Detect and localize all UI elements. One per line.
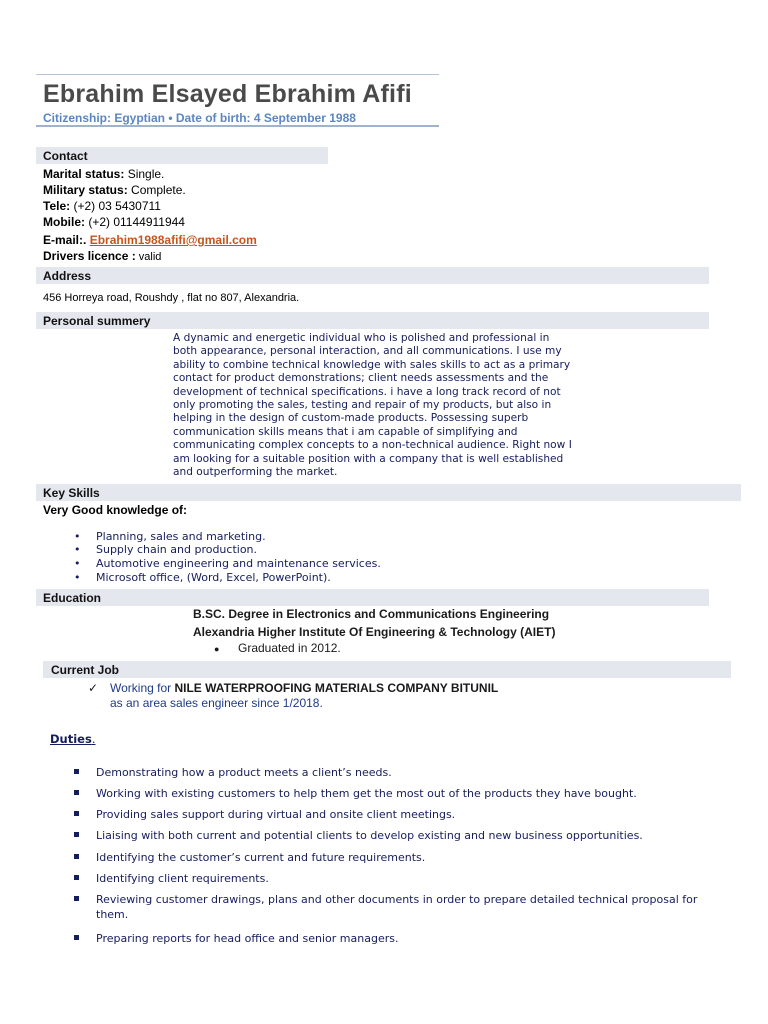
- job-heading: Current Job: [51, 663, 120, 677]
- candidate-name: Ebrahim Elsayed Ebrahim Afifi: [43, 80, 412, 108]
- square-bullet-icon: [74, 790, 79, 795]
- marital-status-label: Marital status:: [43, 167, 125, 181]
- skill-item: • Automotive engineering and maintenance services.: [74, 557, 381, 570]
- square-bullet-icon: [74, 935, 79, 940]
- bullet-icon: •: [74, 571, 81, 584]
- bullet-icon: ●: [214, 644, 220, 654]
- skill-item: • Planning, sales and marketing.: [74, 530, 266, 543]
- skills-intro: Very Good knowledge of:: [43, 503, 188, 517]
- candidate-subtitle: Citizenship: Egyptian • Date of birth: 4 September 1988: [43, 111, 356, 125]
- degree-text: B.SC. Degree in Electronics and Communications Engineering: [193, 607, 550, 621]
- email-label: E-mail:.: [43, 233, 90, 247]
- company-name: NILE WATERPROOFING MATERIALS COMPANY BITUNIL: [174, 681, 499, 695]
- marital-status-line: [43, 166, 164, 182]
- duty-item: Identifying the customer’s current and future requirements.: [74, 850, 724, 865]
- duty-item: Liaising with both current and potential clients to develop existing and new business opportunities.: [74, 828, 724, 843]
- skill-item: • Supply chain and production.: [74, 543, 258, 556]
- square-bullet-icon: [74, 811, 79, 816]
- job-role: as an area sales engineer since 1/2018.: [110, 696, 323, 710]
- bullet-icon: •: [74, 543, 81, 556]
- drivers-licence-line: [43, 248, 161, 265]
- tele-line: [43, 198, 161, 214]
- mobile-line: [43, 214, 185, 230]
- header-rule: [36, 125, 439, 127]
- institute-text: Alexandria Higher Institute Of Engineering & Technology (AIET): [193, 625, 556, 639]
- square-bullet-icon: [74, 896, 79, 901]
- contact-heading: Contact: [43, 149, 88, 163]
- graduated-text: Graduated in 2012.: [238, 641, 341, 655]
- mobile-value: (+2) 01144911944: [85, 215, 185, 229]
- square-bullet-icon: [74, 769, 79, 774]
- duty-item: Working with existing customers to help them get the most out of the products they have bought.: [74, 786, 724, 801]
- summary-heading: Personal summery: [43, 314, 151, 328]
- military-status-label: Military status:: [43, 183, 128, 197]
- top-rule: [36, 74, 439, 75]
- square-bullet-icon: [74, 832, 79, 837]
- duty-item: Providing sales support during virtual and onsite client meetings.: [74, 807, 724, 822]
- military-status-line: [43, 182, 186, 198]
- education-heading: Education: [43, 591, 102, 605]
- drivers-licence-value: valid: [135, 251, 162, 263]
- skills-heading: Key Skills: [43, 486, 100, 500]
- skills-section-bar: [36, 484, 741, 501]
- tele-label: Tele:: [43, 199, 71, 213]
- summary-text: A dynamic and energetic individual who is polished and professional in both appearance, personal interaction, and all communications. I use my ability to combine technical knowledge with sales skills to act as a primary contact for product demonstrations; client needs assessments and the development of technical specifications. i have a long track record of not only promoting the sales, testing and repair of my products, but also in helping in the design of custom-made products. Possessing superb communication skills means that i am capable of simplifying and communicating complex concepts to a non-technical audience. Right now I am looking for a suitable position with a company that is well established and outperforming the market.: [173, 332, 572, 479]
- working-for-line: [88, 681, 498, 695]
- duty-item: Preparing reports for head office and senior managers.: [74, 931, 724, 946]
- duty-item: Identifying client requirements.: [74, 871, 724, 886]
- drivers-licence-label: Drivers licence :: [43, 249, 136, 263]
- marital-status-value: Single.: [124, 167, 165, 181]
- duty-item: Reviewing customer drawings, plans and other documents in order to prepare detailed technical proposal for them.: [74, 892, 724, 922]
- square-bullet-icon: [74, 875, 79, 880]
- working-for-label: Working for: [110, 681, 175, 695]
- checkmark-icon: ✓: [88, 681, 99, 695]
- square-bullet-icon: [74, 854, 79, 859]
- graduated-line: [214, 641, 341, 655]
- skill-item: • Microsoft office, (Word, Excel, PowerPoint).: [74, 571, 331, 584]
- bullet-icon: •: [74, 530, 81, 543]
- mobile-label: Mobile:: [43, 215, 85, 229]
- bullet-icon: •: [74, 557, 81, 570]
- education-section-bar: [36, 589, 709, 606]
- email-line: [43, 232, 257, 248]
- job-section-bar: [43, 661, 731, 678]
- duty-item: Demonstrating how a product meets a client’s needs.: [74, 765, 724, 780]
- military-status-value: Complete.: [127, 183, 186, 197]
- tele-value: (+2) 03 5430711: [70, 199, 161, 213]
- duties-heading-line: Duties.: [50, 732, 96, 746]
- address-heading: Address: [43, 269, 92, 283]
- address-section-bar: [36, 267, 709, 284]
- email-link[interactable]: Ebrahim1988afifi@gmail.com: [89, 233, 257, 247]
- duties-heading: Duties: [50, 732, 92, 746]
- address-text: 456 Horreya road, Roushdy , flat no 807, Alexandria.: [43, 292, 300, 304]
